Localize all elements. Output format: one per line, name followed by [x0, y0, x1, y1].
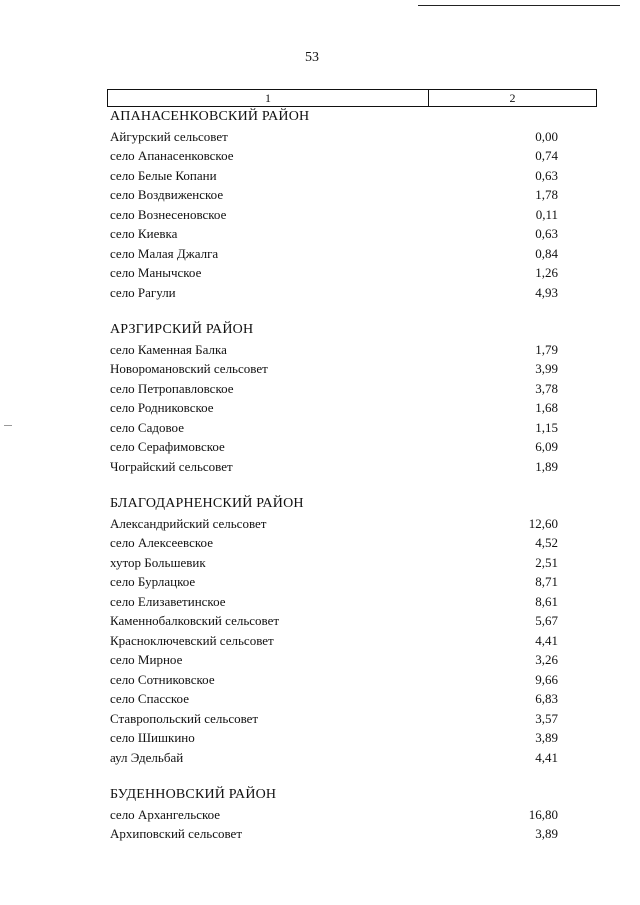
settlement-value: 1,26 — [535, 265, 558, 280]
table-row — [110, 592, 558, 612]
settlement-value: 12,60 — [528, 515, 558, 531]
settlement-value: 3,89 — [535, 826, 558, 841]
settlement-name: село Воздвиженское — [110, 187, 224, 202]
table-row — [110, 224, 558, 244]
settlement-name: село Сотниковское — [110, 671, 215, 687]
table-row — [110, 185, 558, 205]
table-row — [110, 553, 558, 573]
settlement-name: село Родниковское — [110, 400, 214, 415]
settlement-value: 0,74 — [535, 148, 558, 163]
table-header-col1: 1 — [108, 90, 429, 106]
settlement-value: 3,99 — [535, 361, 558, 376]
settlement-value: 1,68 — [535, 400, 558, 415]
settlement-value: 4,93 — [535, 284, 558, 300]
settlement-name: село Алексеевское — [110, 535, 213, 550]
settlement-value: 2,51 — [535, 554, 558, 570]
table-row — [110, 146, 558, 166]
table-row — [110, 437, 558, 457]
settlement-value: 8,61 — [535, 593, 558, 609]
section-spacer — [110, 767, 558, 785]
settlement-name: село Рагули — [110, 284, 176, 300]
settlement-name: Каменнобалковский сельсовет — [110, 613, 280, 628]
settlement-name: село Спасское — [110, 691, 189, 706]
section-spacer — [110, 302, 558, 320]
settlement-name: село Малая Джалга — [110, 245, 219, 261]
settlement-name: хутор Большевик — [110, 554, 206, 570]
table-row — [110, 514, 558, 534]
settlement-name: Александрийский сельсовет — [110, 515, 267, 531]
settlement-name: село Белые Копани — [110, 167, 217, 183]
settlement-value: 1,15 — [535, 419, 558, 435]
table-row — [110, 670, 558, 690]
settlement-name: село Серафимовское — [110, 439, 225, 454]
settlement-value: 3,78 — [535, 380, 558, 396]
settlement-name: село Манычское — [110, 265, 202, 280]
table-row — [110, 689, 558, 709]
settlement-value: 3,57 — [535, 710, 558, 726]
table-row — [110, 611, 558, 631]
settlement-value: 8,71 — [535, 574, 558, 589]
table-row — [110, 728, 558, 748]
page-number: 53 — [305, 50, 319, 65]
table-header — [107, 89, 597, 107]
settlement-value: 16,80 — [528, 806, 558, 822]
section-title: БУДЕННОВСКИЙ РАЙОН — [110, 787, 277, 802]
settlement-value: 1,78 — [535, 187, 558, 202]
settlement-name: село Апанасенковское — [110, 148, 234, 163]
settlement-value: 4,52 — [535, 535, 558, 550]
settlement-name: село Бурлацкое — [110, 574, 196, 589]
table-row — [110, 166, 558, 186]
settlement-value: 9,66 — [535, 671, 558, 687]
settlement-value: 1,79 — [535, 341, 558, 357]
table-row — [110, 379, 558, 399]
settlement-name: Айгурский сельсовет — [110, 128, 228, 144]
settlement-name: аул Эдельбай — [110, 749, 184, 765]
settlement-name: село Елизаветинское — [110, 593, 226, 609]
settlement-name: Ставропольский сельсовет — [110, 710, 259, 726]
settlement-value: 6,83 — [535, 691, 558, 706]
settlement-name: село Вознесеновское — [110, 206, 227, 222]
table-row — [110, 709, 558, 729]
settlement-name: село Каменная Балка — [110, 341, 227, 357]
settlement-value: 4,41 — [535, 749, 558, 765]
table-row — [110, 127, 558, 147]
settlement-name: Новоромановский сельсовет — [110, 361, 268, 376]
settlement-value: 3,89 — [535, 730, 558, 745]
settlement-value: 0,84 — [535, 245, 558, 261]
table-row — [110, 418, 558, 438]
table-row — [110, 283, 558, 303]
settlement-value: 0,63 — [535, 167, 558, 183]
table-row — [110, 263, 558, 283]
settlement-name: село Садовое — [110, 419, 184, 435]
settlement-value: 0,63 — [535, 226, 558, 241]
table-row — [110, 650, 558, 670]
settlement-value: 4,41 — [535, 632, 558, 648]
table-header-col2: 2 — [509, 91, 516, 105]
table-row — [110, 340, 558, 360]
table-row — [110, 748, 558, 768]
table-row — [110, 457, 558, 477]
table-row — [110, 533, 558, 553]
table-row — [110, 205, 558, 225]
top-rule — [418, 5, 620, 6]
settlement-value: 1,89 — [535, 458, 558, 474]
table-row — [110, 244, 558, 264]
settlement-name: село Петропавловское — [110, 380, 234, 396]
settlement-name: Красноключевский сельсовет — [110, 632, 274, 648]
settlement-name: село Мирное — [110, 652, 183, 667]
settlement-value: 5,67 — [535, 613, 558, 628]
settlement-value: 3,26 — [535, 652, 558, 667]
section-title: БЛАГОДАРНЕНСКИЙ РАЙОН — [110, 496, 304, 511]
section-title: АРЗГИРСКИЙ РАЙОН — [110, 322, 254, 337]
scan-mark — [4, 425, 12, 426]
section-title: АПАНАСЕНКОВСКИЙ РАЙОН — [110, 109, 310, 124]
page-number-container — [0, 50, 640, 66]
settlement-name: Архиповский сельсовет — [110, 826, 243, 841]
table-row — [110, 805, 558, 825]
settlement-name: село Архангельское — [110, 806, 221, 822]
section-spacer — [110, 476, 558, 494]
table-row — [110, 572, 558, 592]
settlement-name: Чограйский сельсовет — [110, 458, 233, 474]
table-row — [110, 359, 558, 379]
table-row — [110, 398, 558, 418]
settlement-value: 0,00 — [535, 128, 558, 144]
table-body — [110, 107, 558, 844]
settlement-name: село Киевка — [110, 226, 178, 241]
table-row — [110, 631, 558, 651]
settlement-name: село Шишкино — [110, 730, 195, 745]
table-row — [110, 824, 558, 844]
settlement-value: 0,11 — [535, 206, 558, 222]
settlement-value: 6,09 — [535, 439, 558, 454]
